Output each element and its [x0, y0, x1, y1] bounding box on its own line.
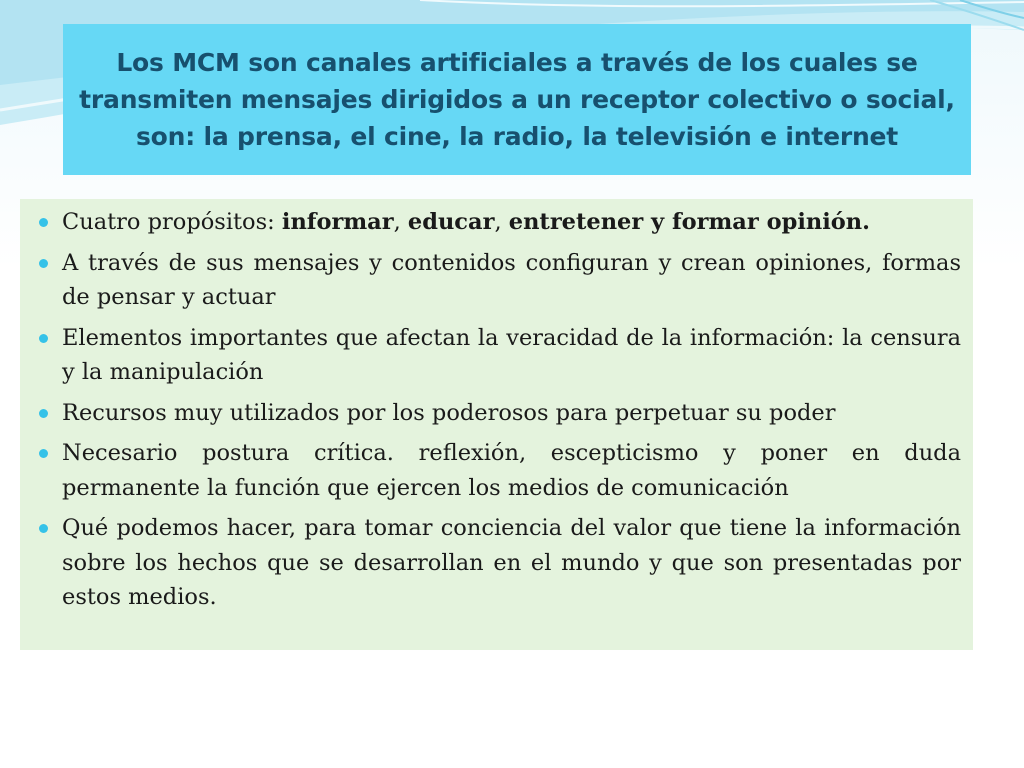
bullet-text: Qué podemos hacer, para tomar conciencia del valor que tiene la información sobre los hechos que se desarrollan en el mundo y que son presentadas por estos medios.: [62, 515, 961, 610]
bullet-dot-icon: [39, 334, 48, 343]
purpose-entretener-formar: entretener y formar opinión.: [508, 209, 870, 235]
purpose-educar: educar: [407, 209, 495, 235]
bullet-item-mensajes: [36, 246, 961, 315]
bullet-dot-icon: [39, 259, 48, 268]
bullet-dot-icon: [39, 524, 48, 533]
purpose-informar: informar: [281, 209, 394, 235]
bullet-item-propositos: [36, 205, 961, 240]
separator-text: ,: [494, 209, 509, 235]
bullet-lead-text: Cuatro propósitos:: [62, 209, 282, 235]
bullet-text: Elementos importantes que afectan la veracidad de la información: la censura y la manipulación: [62, 324, 961, 385]
content-box: [20, 199, 973, 650]
bullet-dot-icon: [39, 449, 48, 458]
bullet-text: A través de sus mensajes y contenidos configuran y crean opiniones, formas de pensar y actuar: [62, 249, 961, 310]
title-box: [63, 24, 971, 175]
bullet-item-recursos: [36, 396, 961, 431]
bullet-dot-icon: [39, 218, 48, 227]
bullet-dot-icon: [39, 409, 48, 418]
bullet-item-elementos: [36, 321, 961, 390]
bullet-item-postura-critica: [36, 436, 961, 505]
bullet-list: [36, 205, 961, 615]
slide-title: Los MCM son canales artificiales a través de los cuales se transmiten mensajes dirigidos a un receptor colectivo o social, son: la prensa, el cine, la radio, la televisión e internet: [79, 48, 955, 151]
bullet-text: Recursos muy utilizados por los poderosos para perpetuar su poder: [62, 399, 836, 426]
bullet-text: Necesario postura crítica. reflexión, escepticismo y poner en duda permanente la función que ejercen los medios de comunicación: [62, 440, 961, 501]
separator-text: ,: [393, 209, 408, 235]
bullet-item-que-podemos-hacer: [36, 511, 961, 615]
